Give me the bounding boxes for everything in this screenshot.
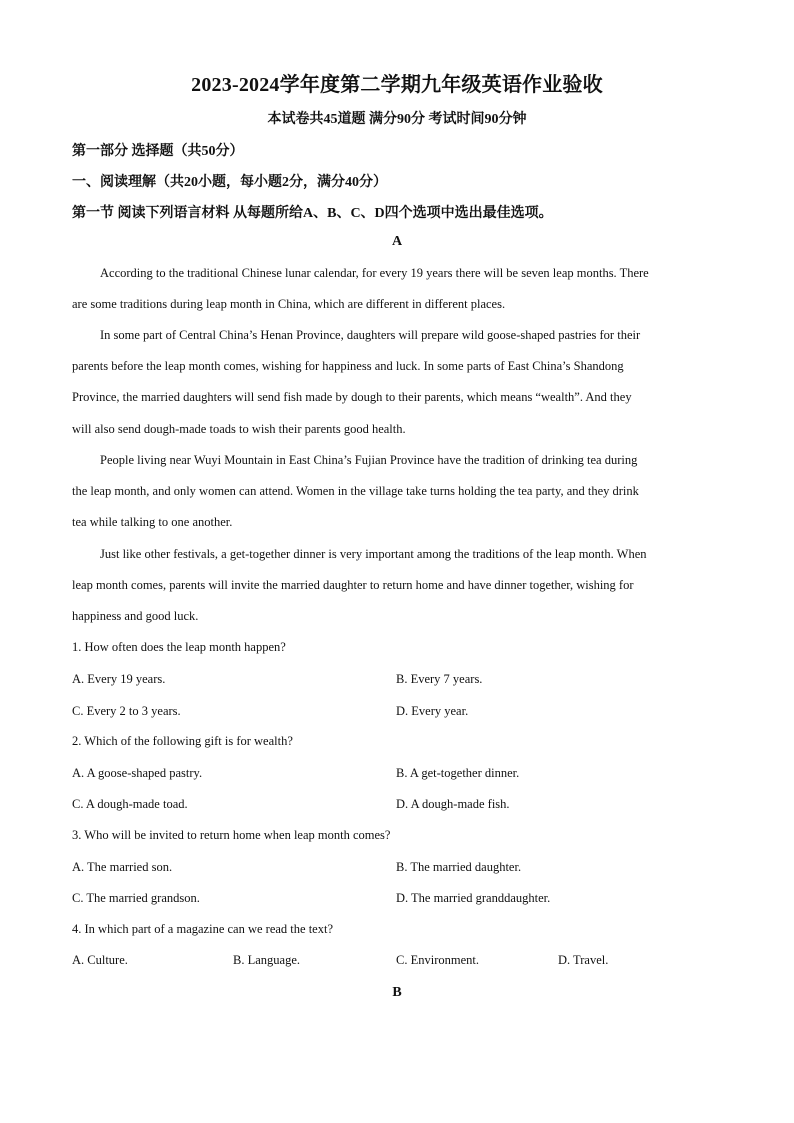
paragraph-line: leap month comes, parents will invite the married daughter to return home and have dinner together, wishing for <box>72 578 634 593</box>
question-2: 2. Which of the following gift is for wealth? <box>72 734 293 748</box>
paragraph-line: tea while talking to one another. <box>72 515 233 530</box>
paragraph-line: Province, the married daughters will send fish made by dough to their parents, which means “wealth”. And they <box>72 390 632 405</box>
paragraph-line: will also send dough-made toads to wish their parents good health. <box>72 421 406 436</box>
paragraph-line: happiness and good luck. <box>72 609 199 624</box>
exam-subtitle: 本试卷共45道题 满分90分 考试时间90分钟 <box>267 112 527 127</box>
section-one-instruction: 第一节 阅读下列语言材料 从每题所给A、B、C、D四个选项中选出最佳选项。 <box>72 206 553 221</box>
q3-option-c[interactable]: C. The married grandson. <box>72 891 200 905</box>
passage-b-label: B <box>392 985 402 1000</box>
q4-option-d[interactable]: D. Travel. <box>558 953 609 967</box>
q1-option-b[interactable]: B. Every 7 years. <box>396 672 483 686</box>
passage-a-paragraph-3 <box>72 445 722 539</box>
q3-option-d[interactable]: D. The married granddaughter. <box>396 891 551 905</box>
q2-option-c[interactable]: C. A dough-made toad. <box>72 797 188 811</box>
question-3: 3. Who will be invited to return home when leap month comes? <box>72 828 391 842</box>
paragraph-line: the leap month, and only women can attend. Women in the village take turns holding the tea party, and they drink <box>72 484 639 499</box>
q2-option-a[interactable]: A. A goose-shaped pastry. <box>72 766 203 780</box>
passage-a-paragraph-2 <box>72 320 722 445</box>
reading-heading: 一、阅读理解（共20小题，每小题2分，满分40分） <box>72 175 387 190</box>
passage-a-paragraph-4 <box>72 539 722 633</box>
passage-a-paragraph-1 <box>72 258 722 320</box>
paragraph-line: are some traditions during leap month in China, which are different in different places. <box>72 297 506 312</box>
q1-option-d[interactable]: D. Every year. <box>396 704 469 718</box>
part-one-heading: 第一部分 选择题（共50分） <box>72 144 244 159</box>
q1-option-a[interactable]: A. Every 19 years. <box>72 672 166 686</box>
paragraph-line: Just like other festivals, a get-together dinner is very important among the traditions of the leap month. When <box>100 547 647 561</box>
q1-option-c[interactable]: C. Every 2 to 3 years. <box>72 704 181 718</box>
q4-option-a[interactable]: A. Culture. <box>72 953 128 967</box>
question-4: 4. In which part of a magazine can we read the text? <box>72 922 333 936</box>
paragraph-line: According to the traditional Chinese lunar calendar, for every 19 years there will be seven leap months. There <box>100 266 649 280</box>
paragraph-line: parents before the leap month comes, wishing for happiness and luck. In some parts of East China’s Shandong <box>72 359 624 374</box>
q3-option-a[interactable]: A. The married son. <box>72 860 173 874</box>
q4-option-b[interactable]: B. Language. <box>233 953 300 967</box>
q2-option-d[interactable]: D. A dough-made fish. <box>396 797 510 811</box>
passage-a-label: A <box>391 234 403 249</box>
exam-title: 2023-2024学年度第二学期九年级英语作业验收 <box>191 74 603 96</box>
q4-option-c[interactable]: C. Environment. <box>396 953 479 967</box>
question-1: 1. How often does the leap month happen? <box>72 640 286 654</box>
q2-option-b[interactable]: B. A get-together dinner. <box>396 766 520 780</box>
paragraph-line: People living near Wuyi Mountain in East China’s Fujian Province have the tradition of drinking tea during <box>100 453 638 467</box>
q3-option-b[interactable]: B. The married daughter. <box>396 860 522 874</box>
paragraph-line: In some part of Central China’s Henan Province, daughters will prepare wild goose-shaped pastries for their <box>100 328 641 342</box>
